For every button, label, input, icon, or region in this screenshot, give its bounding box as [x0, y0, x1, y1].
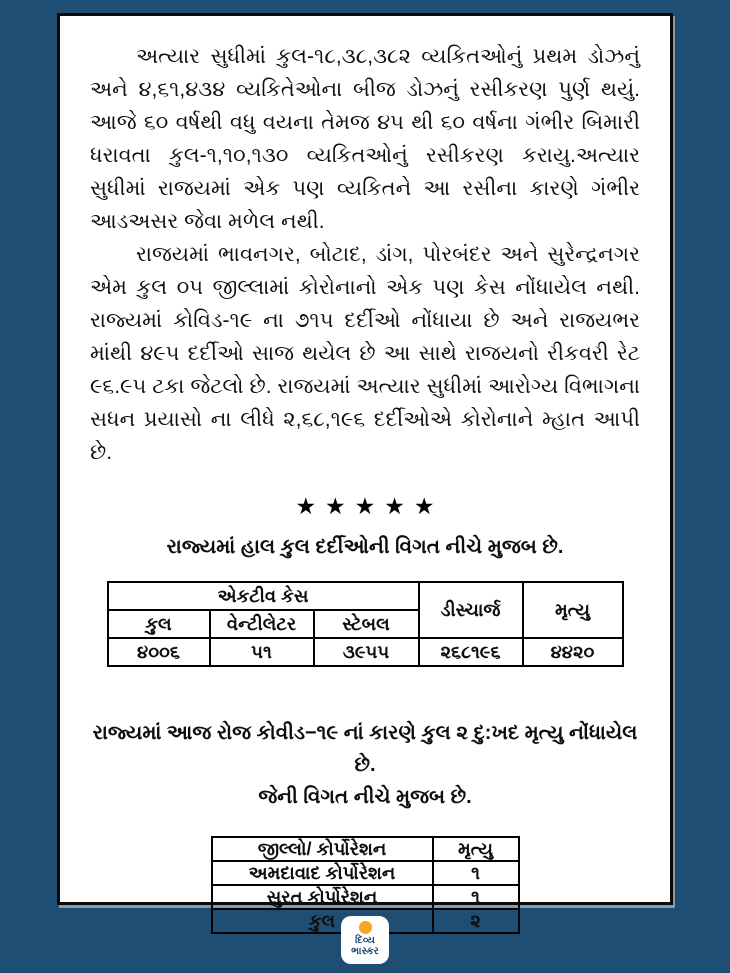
death-header: મૃત્યુ — [523, 582, 623, 638]
death-count: ૧ — [433, 861, 519, 885]
logo-text-line2: ભાસ્કર — [351, 946, 379, 957]
district-name: કુલ — [212, 909, 433, 933]
document-card — [57, 13, 673, 931]
ventilator-value: ૫૧ — [210, 638, 314, 666]
total-value: ૪૦૦૬ — [108, 638, 210, 666]
district-header: જીલ્લો/ કોર્પોરેશન — [212, 837, 433, 861]
patients-detail-title: રાજ્યમાં હાલ કુલ દર્દીઓની વિગત નીચે મુજબ છે. — [166, 536, 564, 558]
district-name: સુરત કોર્પોરેશન — [212, 885, 433, 909]
death-count: ૧ — [433, 885, 519, 909]
discharge-header: ડીસ્ચાર્જ — [419, 582, 523, 638]
stable-subheader: સ્ટેબલ — [314, 610, 419, 638]
active-cases-header: એકટીવ કેસ — [108, 582, 419, 610]
district-name: અમદાવાદ કોર્પોરેશન — [212, 861, 433, 885]
logo-text — [351, 935, 379, 957]
recovery-paragraph: રાજયમાં ભાવનગર, બોટાદ, ડાંગ, પોરબંદર અને સુરેન્દ્રનગર એમ કુલ ૦૫ જીલ્લામાં કોરોનાનો એક પણ કેસ નોંધાયેલ નથી. રાજ્યમાં કોવિડ-૧૯ ના ૭૧૫ દર્દીઓ નોંધાયા છે અને રાજયભર માંથી ૪૯૫ દર્દીઓ સાજ થયેલ છે આ સાથે રાજયનો રીકવરી રેટ ૯૬.૯૫ ટકા જેટલો છે. રાજયમાં અત્યાર સુધીમાં આરોગ્ય વિભાગના સધન પ્રયાસો ના લીધે ૨,૬૮,૧૯૬ દર્દીઓએ કોરોનાને મ્હાત આપી છે. — [90, 243, 640, 464]
discharge-value: ૨૬૮૧૯૬ — [419, 638, 523, 666]
table-row — [108, 638, 623, 666]
death-col-header: મૃત્યુ — [433, 837, 519, 861]
death-count: ૨ — [433, 909, 519, 933]
table-row — [108, 582, 623, 610]
divya-bhaskar-logo — [341, 916, 389, 964]
active-cases-table — [107, 581, 624, 667]
total-subheader: કુલ — [108, 610, 210, 638]
ventilator-subheader: વેન્ટીલેટર — [210, 610, 314, 638]
table-row — [212, 885, 519, 909]
document-content — [60, 16, 670, 934]
vaccination-paragraph: અત્યાર સુધીમાં કુલ-૧૮,૩૮,૩૮૨ વ્યકિતઓનું પ્રથમ ડોઝનું અને ૪,૬૧,૪૩૪ વ્યકિતેઓના બીજ ડોઝનું રસીકરણ પુર્ણ થયું. આજે ૬૦ વર્ષથી વધુ વયના તેમજ ૪૫ થી ૬૦ વર્ષના ગંભીર બિમારી ધરાવતા કુલ-૧,૧૦,૧૩૦ વ્યકિતઓનું રસીકરણ કરાયુ.અત્યાર સુધીમાં રાજયમાં એક પણ વ્યકિતને આ રસીના કારણે ગંભીર આડઅસર જેવા મળેલ નથી. — [90, 45, 640, 233]
deaths-today-title — [90, 717, 640, 813]
death-value: ૪૪૨૦ — [523, 638, 623, 666]
deaths-today-title-line2: જેની વિગત નીચે મુજબ છે. — [258, 786, 472, 808]
table-row — [212, 837, 519, 861]
stars-divider-icon: ★★★★★ — [295, 493, 444, 519]
deaths-today-title-line1: રાજ્યમાં આજ રોજ કોવીડ−૧૯ નાં કારણે કુલ ૨ દુ:ખદ મૃત્યુ નોંધાયેલ છે. — [92, 722, 638, 776]
table-row — [212, 861, 519, 885]
logo-text-line1: દિવ્ય — [355, 935, 375, 946]
sun-circle-icon — [359, 921, 372, 934]
stable-value: ૩૯૫૫ — [314, 638, 419, 666]
